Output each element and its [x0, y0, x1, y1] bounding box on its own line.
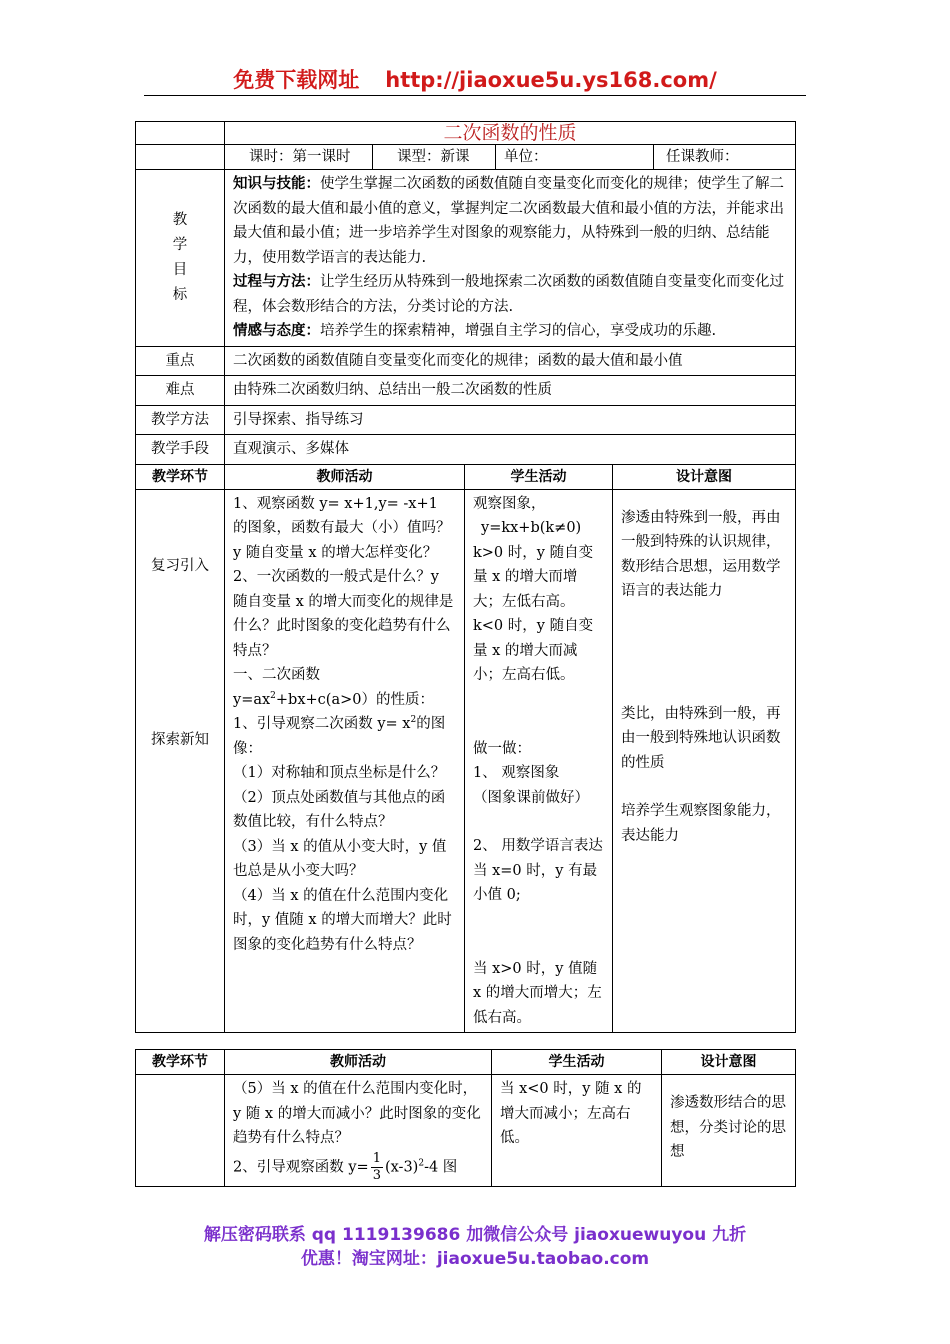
student-activity-cell-2: 当 x<0 时，y 随 x 的增大而减小；左高右低。 [492, 1075, 662, 1187]
intent-cell [613, 489, 796, 1033]
col-header-stage: 教学环节 [136, 464, 225, 489]
difficulty-text: 由特殊二次函数归纳、总结出一般二次函数的性质 [225, 376, 796, 406]
review-intent: 渗透由特殊到一般，再由一般到特殊的认识规律，数形结合思想，运用数学语言的表达能力 [621, 509, 781, 599]
goal-knowledge: 知识与技能：使学生掌握二次函数的函数值随自变量变化而变化的规律；使学生了解二次函数的最大值和最小值的意义，掌握判定二次函数最大值和最小值的方法，并能求出最大值和最小值；进一步培养学生对图象的观察能力，从特殊到一般的归纳、总结能力，使用数学语言的表达能力. [233, 176, 784, 266]
key-point-label: 重点 [136, 346, 225, 376]
stage-review: 复习引入 [151, 557, 209, 574]
col-header-student: 学生活动 [465, 464, 613, 489]
col-header-teacher-2: 教师活动 [225, 1050, 492, 1075]
download-header [0, 64, 950, 94]
stage-cell [136, 489, 225, 1033]
blank-cell [136, 145, 225, 170]
lesson-plan-table [135, 121, 796, 1033]
explore-intent-1: 类比，由特殊到一般，再由一般到特殊地认识函数的性质 [621, 705, 781, 771]
goals-label: 教 学 目 标 [136, 170, 225, 347]
goals-content [225, 170, 796, 347]
download-url-link[interactable]: http://jiaoxue5u.ys168.com/ [385, 68, 717, 92]
explore-step1: 1、引导观察二次函数 $y= x^2$的图像： [233, 715, 446, 757]
review-q2: 2、一次函数的一般式是什么？y 随自变量 x 的增大而变化的规律是什么？此时图象的变化趋势有什么特点？ [233, 569, 454, 659]
col-header-stage-2: 教学环节 [136, 1050, 225, 1075]
explore-q4: （4）当 x 的值在什么范围内变化时，y 值随 x 的增大而增大？此时图象的变化趋势有什么特点？ [233, 887, 452, 953]
difficulty-label: 难点 [136, 376, 225, 406]
explore-q2: （2）顶点处函数值与其他点的函数值比较，有什么特点？ [233, 789, 446, 830]
header-divider [144, 95, 806, 96]
col-header-intent: 设计意图 [613, 464, 796, 489]
unit-info: 单位： [496, 145, 654, 169]
type-info: 课型：新课 [373, 145, 496, 169]
means-label: 教学手段 [136, 435, 225, 465]
teacher-activity-cell-2 [225, 1075, 492, 1187]
method-label: 教学方法 [136, 405, 225, 435]
footer-shop-link[interactable]: 优惠！淘宝网址：jiaoxue5u.taobao.com [300, 1249, 650, 1269]
lesson-info-row [225, 145, 796, 170]
key-point-text: 二次函数的函数值随自变量变化而变化的规律；函数的最大值和最小值 [225, 346, 796, 376]
lesson-title: 二次函数的性质 [225, 122, 796, 145]
explore-intro: 一、二次函数 $y=ax^2+bx+c(a>0)$的性质： [233, 667, 434, 708]
means-text: 直观演示、多媒体 [225, 435, 796, 465]
review-q1: 1、观察函数 y= x+1,y= -x+1 的图象，函数有最大（小）值吗？y 随自变量 x 的增大怎样变化？ [233, 495, 451, 561]
goal-process: 过程与方法：让学生经历从特殊到一般地探索二次函数的函数值随自变量变化而变化过程，体会数形结合的方法，分类讨论的方法. [233, 274, 784, 315]
explore-q5: （5）当 x 的值在什么范围内变化时，y 随 x 的增大而减小？此时图象的变化趋势有什么特点？ [233, 1081, 481, 1146]
explore-q1: （1）对称轴和顶点坐标是什么？ [233, 765, 446, 781]
intent-cell-2: 渗透数形结合的思想，分类讨论的思想 [662, 1075, 796, 1187]
student-activity-cell: 观察图象， y=kx+b(k≠0) k>0 时，y 随自变量 x 的增大而增大；左低右高。 k<0 时，y 随自变量 x 的增大而减小；左高右低。 做一做： 1、 观察图象 （图象课前做好） 2、 用数学语言表达 当 x=0 时，y 有最小值 0; 当 x>0 时，y 值随 x 的增大而增大；左低右高。 [465, 489, 613, 1033]
method-text: 引导探索、指导练习 [225, 405, 796, 435]
lesson-plan-table-continued [135, 1049, 796, 1187]
explore-q3: （3）当 x 的值从小变大时，y 值也总是从小变大吗？ [233, 838, 447, 879]
one-third-fraction: $\frac{1}{3}$ [372, 1150, 381, 1183]
col-header-teacher: 教师活动 [225, 464, 465, 489]
blank-corner [136, 122, 225, 145]
col-header-student-2: 学生活动 [492, 1050, 662, 1075]
footer-contact: 解压密码联系 qq 1119139686 加微信公众号 jiaoxuewuyou 九折 [203, 1225, 747, 1245]
stage-explore: 探索新知 [151, 732, 209, 748]
explore-intent-2: 培养学生观察图象能力，表达能力 [621, 803, 781, 844]
teacher-info: 任课教师： [666, 149, 739, 165]
col-header-intent-2: 设计意图 [662, 1050, 796, 1075]
download-label: 免费下载网址 [233, 68, 360, 92]
explore-step2: 2、引导观察函数 y= $\frac{1}{3}$ $(x-3)^2-4$ 图 [233, 1150, 458, 1183]
goal-attitude: 情感与态度：培养学生的探索精神，增强自主学习的信心，享受成功的乐趣. [233, 323, 717, 339]
teacher-activity-cell [225, 489, 465, 1033]
period-info: 课时：第一课时 [225, 145, 373, 169]
stage-cell-2 [136, 1075, 225, 1187]
